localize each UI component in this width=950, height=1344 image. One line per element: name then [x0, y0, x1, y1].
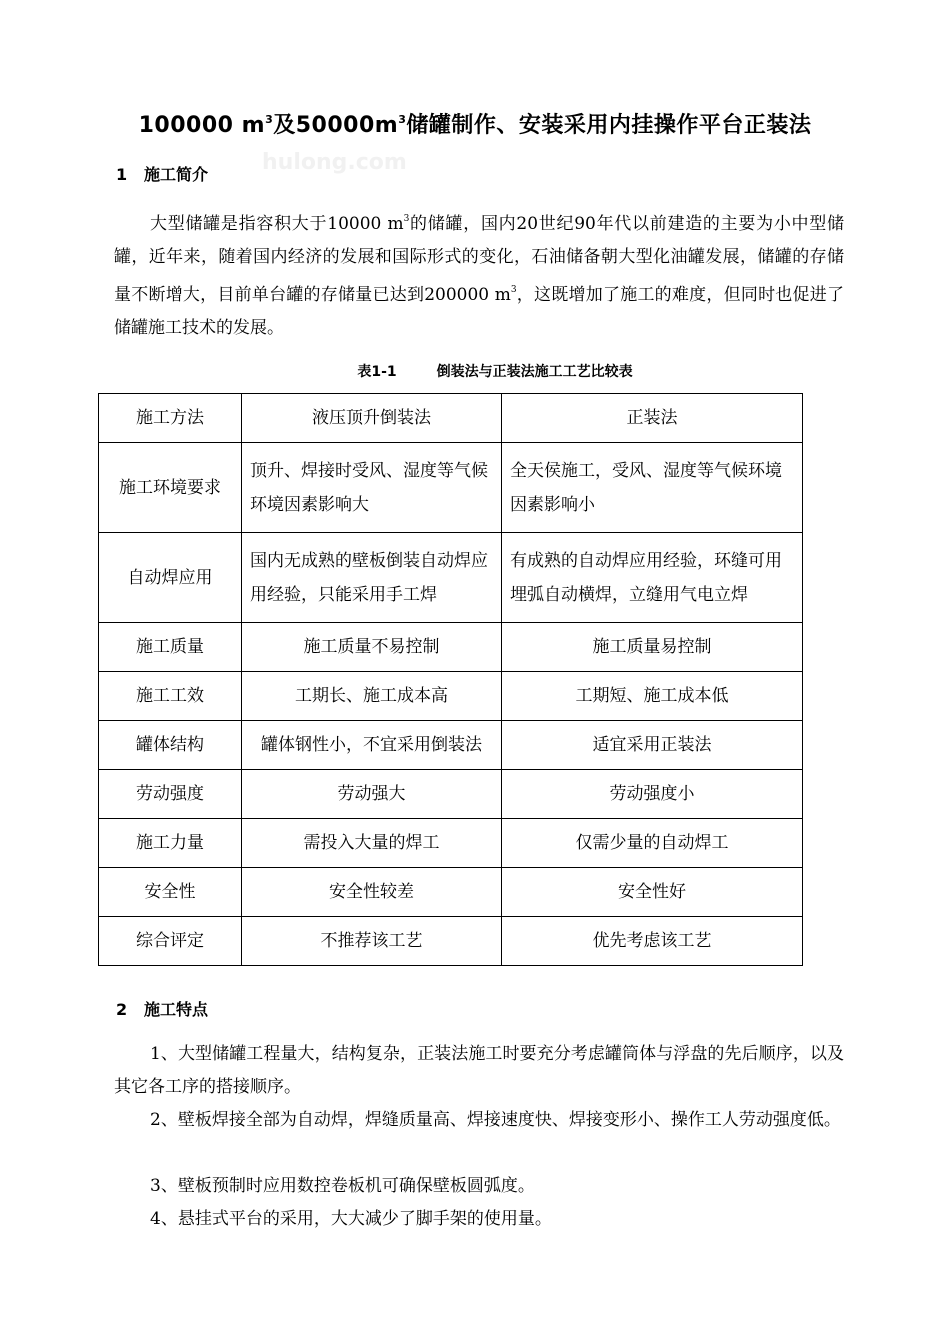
table-cell: 国内无成熟的壁板倒装自动焊应用经验，只能采用手工焊 — [242, 533, 502, 623]
title-part3: 储罐制作、安装采用内挂操作平台正装法 — [406, 113, 812, 138]
watermark: hulong.com — [262, 150, 407, 175]
comparison-table — [98, 393, 803, 966]
table-cell: 罐体结构 — [99, 721, 242, 770]
table-cell: 施工质量不易控制 — [242, 623, 502, 672]
section2-heading-text: 施工特点 — [144, 1000, 209, 1019]
para-text-3: ，这既增加了施工的难度，但同时也促进了储罐施工技术的发展。 — [114, 285, 844, 338]
table-cell: 优先考虑该工艺 — [502, 917, 803, 966]
table-caption-text: 倒装法与正装法施工工艺比较表 — [436, 364, 633, 380]
table-cell: 劳动强度 — [99, 770, 242, 819]
section2-item-1: 1、大型储罐工程量大，结构复杂，正装法施工时要充分考虑罐筒体与浮盘的先后顺序，以及其它各工序的搭接顺序。 — [114, 1044, 844, 1097]
table-cell: 顶升、焊接时受风、湿度等气候环境因素影响大 — [242, 443, 502, 533]
table-cell: 施工工效 — [99, 672, 242, 721]
table-cell: 工期长、施工成本高 — [242, 672, 502, 721]
table-row — [99, 721, 803, 770]
table-cell: 工期短、施工成本低 — [502, 672, 803, 721]
table-cell: 劳动强度小 — [502, 770, 803, 819]
table-caption — [0, 361, 950, 381]
table-cell: 全天侯施工，受风、湿度等气候环境因素影响小 — [502, 443, 803, 533]
table-cell: 仅需少量的自动焊工 — [502, 819, 803, 868]
table-cell: 有成熟的自动焊应用经验，环缝可用埋弧自动横焊，立缝用气电立焊 — [502, 533, 803, 623]
table-header-cell: 正装法 — [502, 394, 803, 443]
title-part1: 100000 m — [138, 113, 266, 138]
document-title — [0, 108, 950, 139]
para-sup-1: 3 — [403, 214, 410, 224]
table-row — [99, 533, 803, 623]
section2-item-4: 4、悬挂式平台的采用，大大减少了脚手架的使用量。 — [150, 1209, 552, 1229]
para-text-1: 大型储罐是指容积大于10000 m — [150, 214, 404, 234]
table-cell: 施工质量易控制 — [502, 623, 803, 672]
table-cell: 安全性好 — [502, 868, 803, 917]
title-sup1: 3 — [265, 113, 274, 126]
table-cell: 适宜采用正装法 — [502, 721, 803, 770]
table-cell: 罐体钢性小，不宜采用倒装法 — [242, 721, 502, 770]
table-header-cell: 施工方法 — [99, 394, 242, 443]
table-cell: 施工质量 — [99, 623, 242, 672]
table-cell: 施工力量 — [99, 819, 242, 868]
table-cell: 安全性 — [99, 868, 242, 917]
table-row — [99, 672, 803, 721]
title-sup2: 3 — [398, 113, 407, 126]
table-cell: 施工环境要求 — [99, 443, 242, 533]
table-cell: 需投入大量的焊工 — [242, 819, 502, 868]
table-header-row — [99, 394, 803, 443]
para-text-2: 的储罐，国内20世纪90年代以前建造的主要为小中型储罐，近年来，随着国内经济的发展和国际形式的变化，石油储备朝大型化油罐发展，储罐的存储量不断增大，目前单台罐的存储量已达到200000 m — [114, 214, 845, 305]
table-row — [99, 868, 803, 917]
title-part2: 及50000m — [273, 113, 399, 138]
para-sup-2: 3 — [510, 285, 517, 295]
section2-item-2: 2、壁板焊接全部为自动焊，焊缝质量高、焊接速度快、焊接变形小、操作工人劳动强度低。 — [150, 1110, 841, 1130]
section1-number: 1 — [116, 165, 128, 184]
table-cell: 综合评定 — [99, 917, 242, 966]
section2-item-3: 3、壁板预制时应用数控卷板机可确保壁板圆弧度。 — [150, 1176, 535, 1196]
table-caption-number: 表1-1 — [357, 364, 397, 380]
table-header-cell: 液压顶升倒装法 — [242, 394, 502, 443]
table-row — [99, 770, 803, 819]
section1-heading — [116, 162, 208, 185]
section2-number: 2 — [116, 1000, 128, 1019]
section1-heading-text: 施工简介 — [144, 165, 209, 184]
section1-paragraph — [114, 203, 844, 345]
section2-heading — [116, 997, 208, 1020]
table-cell: 不推荐该工艺 — [242, 917, 502, 966]
table-row — [99, 917, 803, 966]
table-row — [99, 443, 803, 533]
table-row — [99, 819, 803, 868]
table-cell: 自动焊应用 — [99, 533, 242, 623]
table-cell: 劳动强大 — [242, 770, 502, 819]
table-cell: 安全性较差 — [242, 868, 502, 917]
table-row — [99, 623, 803, 672]
